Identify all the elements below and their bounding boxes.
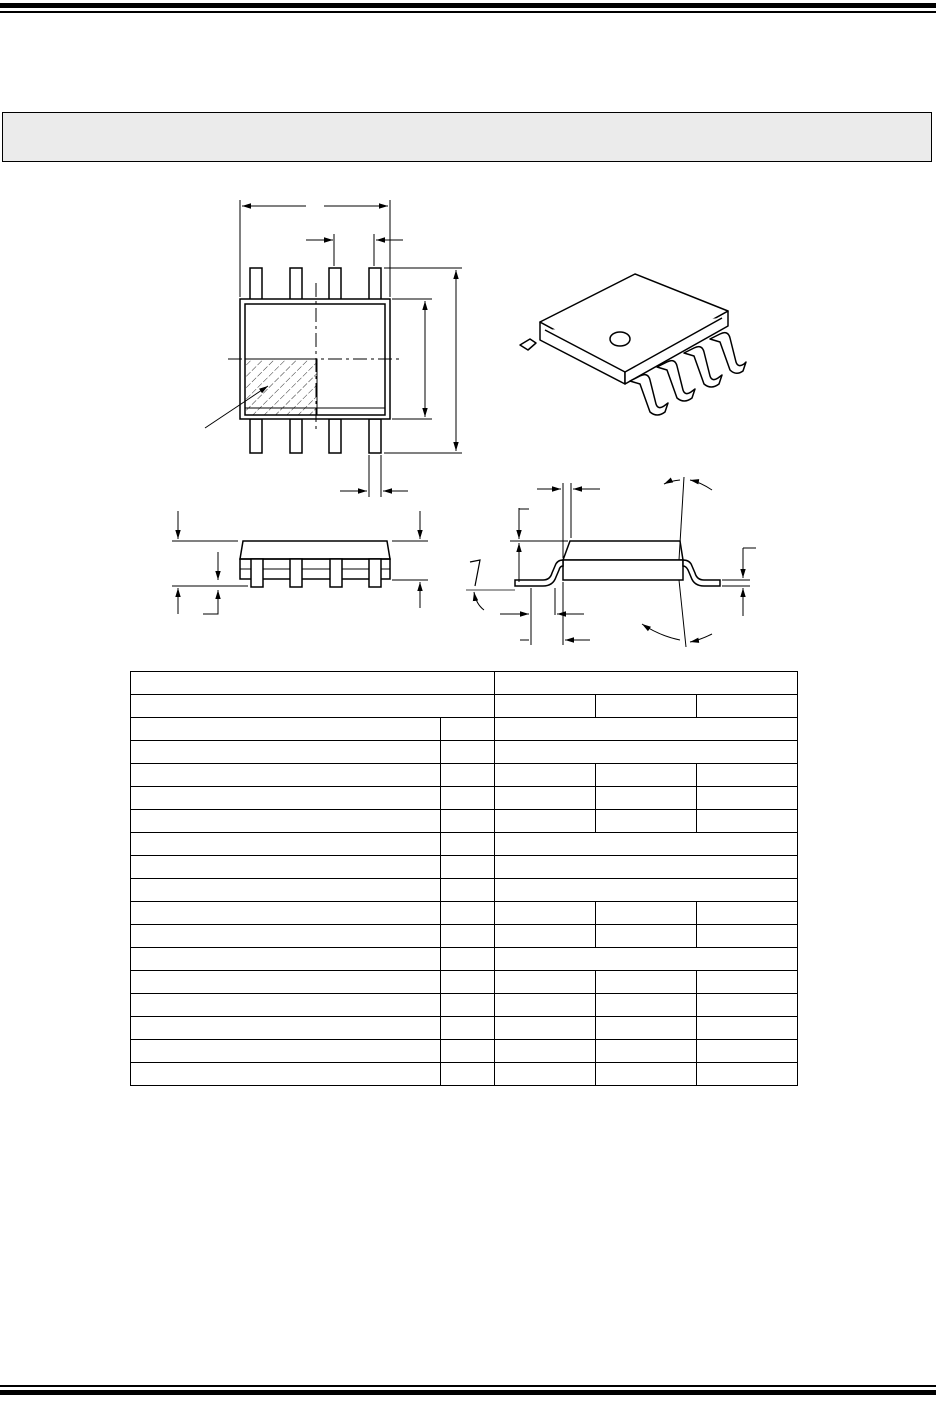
table-row	[131, 1040, 798, 1063]
table-row	[131, 1063, 798, 1086]
package-drawing	[0, 180, 936, 660]
table-row	[131, 764, 798, 787]
table-row	[131, 718, 798, 741]
bottom-rule-thin	[0, 1385, 936, 1387]
top-rule-thick	[0, 3, 936, 8]
table-row	[131, 741, 798, 764]
table-row	[131, 879, 798, 902]
top-view	[205, 268, 402, 453]
front-view	[240, 541, 390, 587]
table-row	[131, 925, 798, 948]
table-row	[131, 948, 798, 971]
table-row	[131, 994, 798, 1017]
table-row	[131, 695, 798, 718]
table-row	[131, 833, 798, 856]
table-row	[131, 856, 798, 879]
table-row	[131, 672, 798, 695]
table-row	[131, 787, 798, 810]
isometric-view	[520, 274, 746, 415]
bottom-rule-thick	[0, 1390, 936, 1395]
table-row	[131, 1017, 798, 1040]
package-title-box	[2, 112, 932, 162]
table-row	[131, 971, 798, 994]
dimensions-table	[130, 671, 798, 1086]
side-view	[515, 541, 720, 586]
table-row	[131, 810, 798, 833]
table-row	[131, 902, 798, 925]
top-rule-thin	[0, 11, 936, 13]
